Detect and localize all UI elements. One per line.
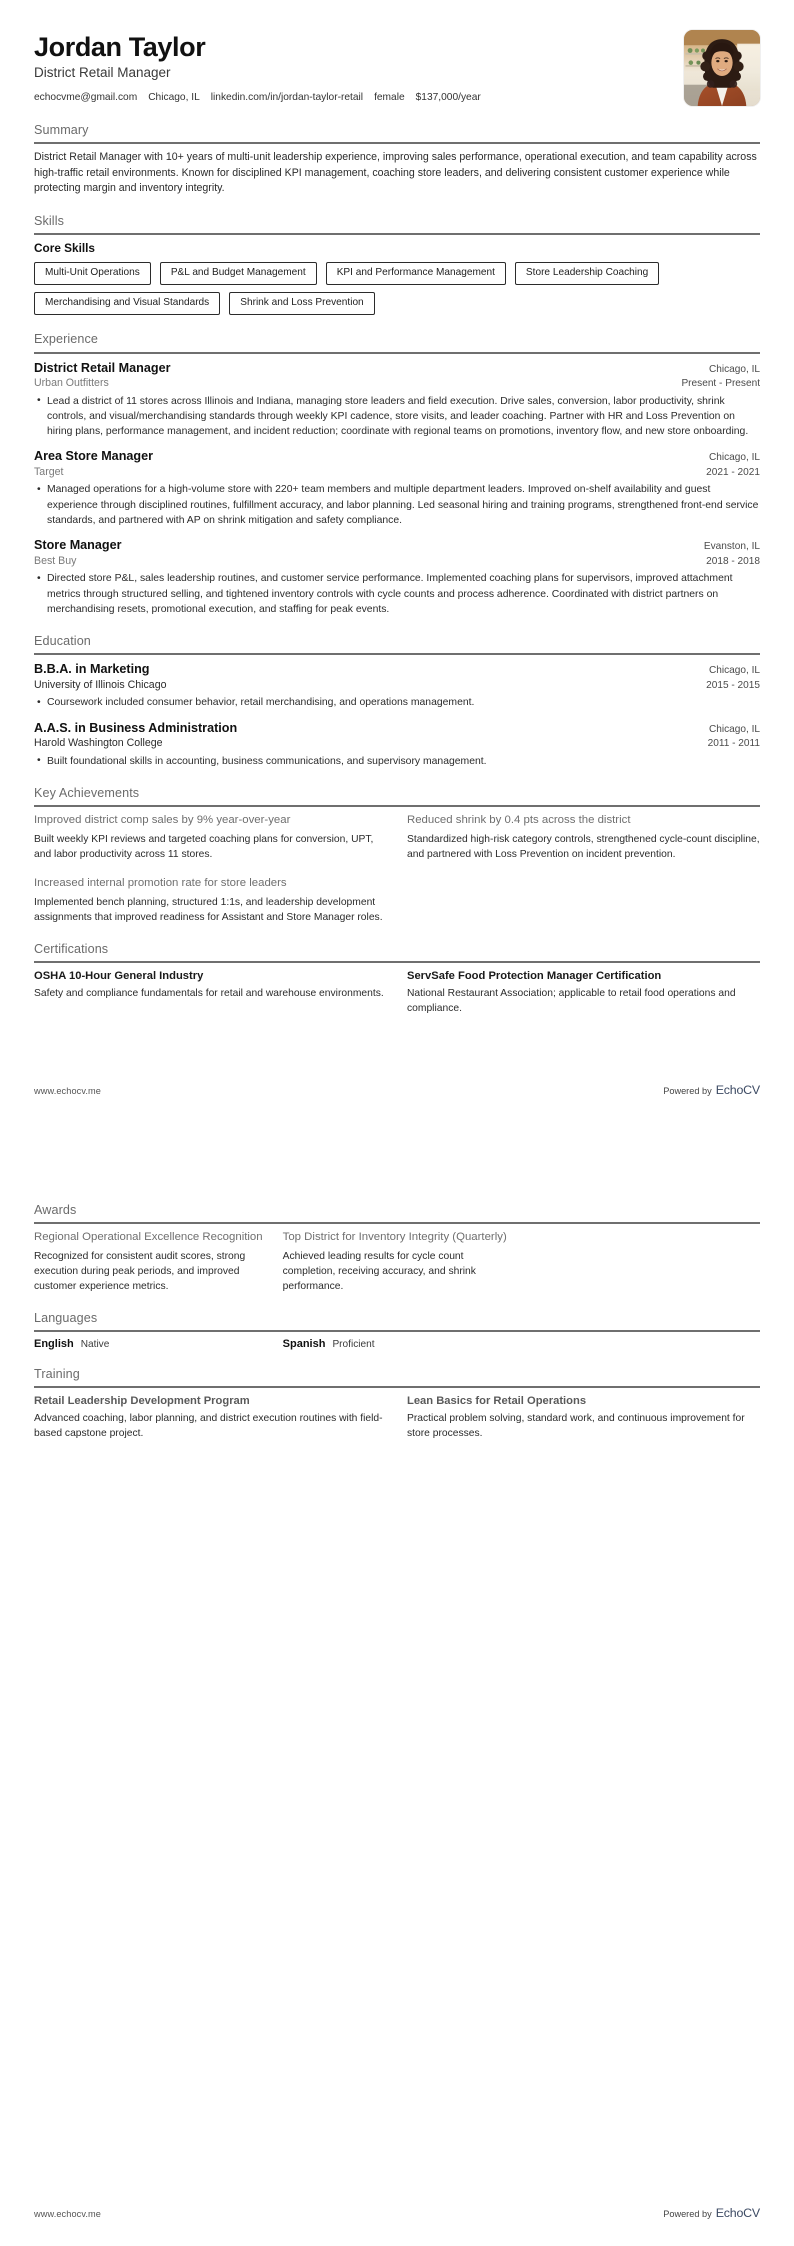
section-summary (34, 123, 760, 197)
entry-header-row (34, 537, 760, 553)
job-bullets (34, 482, 760, 528)
section-rule (34, 1330, 760, 1332)
job-dates: Present - Present (681, 377, 760, 389)
job-bullet: • Managed operations for a high-volume store with 220+ team members and multiple department leaders. Improved on-shelf availability and guest experience through disciplined routines, fulfillment accuracy, and labor planning. Led seasonal hiring and training programs, strengthened front-end service standards, and partnered with AP on shrink mitigation and safety compliance. (47, 482, 760, 528)
entry-header-row (34, 661, 760, 677)
school-location: Chicago, IL (708, 723, 760, 735)
candidate-headline: District Retail Manager (34, 65, 171, 81)
language-level: Proficient (332, 1339, 375, 1351)
contact-line (34, 91, 481, 104)
section-rule (34, 1386, 760, 1388)
section-skills (34, 214, 760, 315)
job-bullets (34, 394, 760, 440)
job-company: Urban Outfitters (34, 376, 109, 389)
section-title-education: Education (34, 634, 91, 649)
footer-powered-label: Powered by (663, 1086, 712, 1096)
contact-email[interactable]: echocvme@gmail.com (34, 92, 138, 104)
training-body: Advanced coaching, labor planning, and district execution routines with field-based capstone project. (34, 1413, 383, 1440)
header-text-block (34, 30, 481, 104)
section-experience (34, 332, 760, 617)
training-heading: Retail Leadership Development Program (34, 1395, 250, 1408)
job-dates: 2021 - 2021 (706, 466, 760, 478)
contact-location: Chicago, IL (148, 92, 200, 104)
award-heading: Top District for Inventory Integrity (Quarterly) (282, 1231, 507, 1244)
certification-heading: OSHA 10-Hour General Industry (34, 970, 204, 983)
education-entry (34, 720, 760, 769)
degree-title: A.A.S. in Business Administration (34, 720, 238, 735)
experience-entry (34, 360, 760, 440)
skill-chip: Merchandising and Visual Standards (34, 292, 220, 315)
language-level: Native (80, 1339, 110, 1351)
page-footer (34, 1083, 760, 1097)
skill-chip: Multi-Unit Operations (34, 262, 151, 285)
education-bullets (34, 754, 760, 769)
job-location: Chicago, IL (708, 452, 760, 464)
skill-chip: Store Leadership Coaching (515, 262, 659, 285)
entry-header-row (34, 360, 760, 376)
skill-chip: KPI and Performance Management (326, 262, 506, 285)
contact-linkedin[interactable]: linkedin.com/in/jordan-taylor-retail (210, 92, 364, 104)
section-title-training: Training (34, 1367, 80, 1382)
certification-item (407, 969, 760, 1016)
job-title: Area Store Manager (34, 449, 153, 464)
section-title-skills: Skills (34, 214, 64, 229)
award-body: Recognized for consistent audit scores, strong execution during peak periods, and improved customer experience metrics. (34, 1251, 246, 1293)
contact-gender: female (374, 92, 405, 104)
school-name: University of Illinois Chicago (34, 678, 167, 691)
language-name: English (34, 1338, 74, 1351)
language-name: Spanish (282, 1338, 326, 1351)
section-rule (34, 233, 760, 235)
section-rule (34, 653, 760, 655)
job-dates: 2018 - 2018 (706, 555, 760, 567)
summary-text: District Retail Manager with 10+ years of multi-unit leadership experience, improving sales performance, operational execution, and team capability across high-traffic retail environments. Known for disciplined KPI management, coaching store leaders, and delivering consistent customer experience while protecting margin and inventory integrity. (34, 151, 757, 195)
training-heading: Lean Basics for Retail Operations (407, 1395, 587, 1408)
footer-powered-by (663, 1083, 760, 1097)
training-body: Practical problem solving, standard work, and continuous improvement for store processes. (407, 1413, 745, 1440)
contact-salary: $137,000/year (415, 92, 481, 104)
certification-body: Safety and compliance fundamentals for retail and warehouse environments. (34, 988, 384, 1000)
entry-sub-row (34, 376, 760, 391)
section-title-languages: Languages (34, 1311, 98, 1326)
achievement-heading: Improved district comp sales by 9% year-over-year (34, 813, 291, 826)
skill-chip: P&L and Budget Management (160, 262, 317, 285)
experience-entry (34, 448, 760, 528)
achievements-grid (34, 813, 760, 925)
section-certifications (34, 942, 760, 1016)
job-title: Store Manager (34, 538, 122, 553)
profile-photo (684, 30, 760, 106)
education-entry (34, 661, 760, 710)
skills-chip-list (34, 262, 760, 315)
training-item (407, 1394, 760, 1441)
entry-sub-row (34, 736, 760, 751)
language-item (34, 1338, 263, 1350)
achievement-body: Standardized high-risk category controls, strengthened cycle-count discipline, and partnered with Loss Prevention on incident prevention. (407, 834, 760, 861)
certification-body: National Restaurant Association; applicable to retail food operations and compliance. (407, 988, 736, 1015)
footer-brand-logo: EchoCV (715, 1083, 760, 1097)
job-company: Target (34, 465, 64, 478)
entry-sub-row (34, 465, 760, 480)
achievement-heading: Reduced shrink by 0.4 pts across the district (407, 813, 631, 826)
job-bullet: • Directed store P&L, sales leadership routines, and customer service performance. Implemented coaching plans for supervisors, improved attachment metrics through structured selling, and tightened inventory controls with cycle counts and process adherence. Coordinated with district partners on merchandising resets, promotional execution, and staffing for peak events. (47, 571, 760, 617)
entry-sub-row (34, 678, 760, 693)
job-bullets (34, 571, 760, 617)
section-title-experience: Experience (34, 332, 99, 347)
profile-photo-image (684, 30, 760, 106)
language-item (283, 1338, 512, 1350)
job-company: Best Buy (34, 554, 77, 567)
achievement-item (34, 813, 387, 862)
school-name: Harold Washington College (34, 736, 163, 749)
footer-powered-label: Powered by (663, 2209, 712, 2219)
section-key-achievements (34, 786, 760, 925)
languages-row (34, 1338, 760, 1350)
footer-url[interactable]: www.echocv.me (34, 2209, 101, 2219)
school-location: Chicago, IL (708, 665, 760, 677)
job-location: Chicago, IL (708, 363, 760, 375)
job-location: Evanston, IL (703, 541, 760, 553)
resume-page-2 (0, 1123, 794, 2246)
section-title-certifications: Certifications (34, 942, 109, 957)
certification-item (34, 969, 387, 1016)
achievement-item (407, 813, 760, 862)
entry-sub-row (34, 554, 760, 569)
school-dates: 2015 - 2015 (706, 679, 760, 691)
award-heading: Regional Operational Excellence Recognition (34, 1231, 263, 1244)
job-bullet: • Lead a district of 11 stores across Illinois and Indiana, managing store leaders and field execution. Drive sales, conversion, labor productivity, shrink controls, and visual/merchandising standards through weekly KPI cadence, store visits, and leader coaching. Partner with HR and Loss Prevention on hiring plans, performance management, and incident reduction; coordinate with regional teams on promotions, inventory flow, and new store onboarding. (47, 394, 760, 440)
resume-header (34, 26, 760, 106)
achievement-item (34, 876, 387, 925)
achievement-heading: Increased internal promotion rate for store leaders (34, 877, 287, 890)
job-title: District Retail Manager (34, 360, 171, 375)
awards-grid (34, 1230, 760, 1294)
section-rule (34, 1222, 760, 1224)
training-item (34, 1394, 387, 1441)
section-rule (34, 352, 760, 354)
education-bullet: • Built foundational skills in accounting, business communications, and supervisory management. (47, 754, 760, 769)
education-bullet: • Coursework included consumer behavior, retail merchandising, and operations management. (47, 695, 760, 710)
achievement-body: Implemented bench planning, structured 1:1s, and leadership development assignments that improved readiness for Assistant and Store Manager roles. (34, 897, 383, 924)
certifications-grid (34, 969, 760, 1016)
section-awards (34, 1203, 760, 1294)
training-grid (34, 1394, 760, 1441)
award-item (34, 1230, 263, 1294)
section-education (34, 634, 760, 769)
award-spacer (531, 1230, 760, 1294)
entry-header-row (34, 448, 760, 464)
achievement-body: Built weekly KPI reviews and targeted coaching plans for conversion, UPT, and labor productivity across 11 stores. (34, 834, 374, 861)
award-body: Achieved leading results for cycle count completion, receiving accuracy, and shrink performance. (282, 1251, 476, 1293)
section-rule (34, 961, 760, 963)
candidate-name: Jordan Taylor (34, 32, 206, 62)
section-languages (34, 1311, 760, 1350)
footer-url[interactable]: www.echocv.me (34, 1086, 101, 1096)
section-rule (34, 805, 760, 807)
skill-chip: Shrink and Loss Prevention (229, 292, 374, 315)
section-rule (34, 142, 760, 144)
section-title-awards: Awards (34, 1203, 77, 1217)
footer-powered-by (663, 2206, 760, 2220)
skills-group-title: Core Skills (34, 241, 95, 256)
award-item (283, 1230, 512, 1294)
page-footer (34, 2206, 760, 2220)
school-dates: 2011 - 2011 (707, 737, 760, 749)
certification-heading: ServSafe Food Protection Manager Certification (407, 970, 662, 983)
section-training (34, 1367, 760, 1441)
section-title-achievements: Key Achievements (34, 785, 140, 800)
degree-title: B.B.A. in Marketing (34, 662, 150, 677)
footer-brand-logo: EchoCV (715, 2206, 760, 2220)
section-title-summary: Summary (34, 123, 89, 137)
education-bullets (34, 695, 760, 710)
entry-header-row (34, 720, 760, 736)
experience-entry (34, 537, 760, 617)
